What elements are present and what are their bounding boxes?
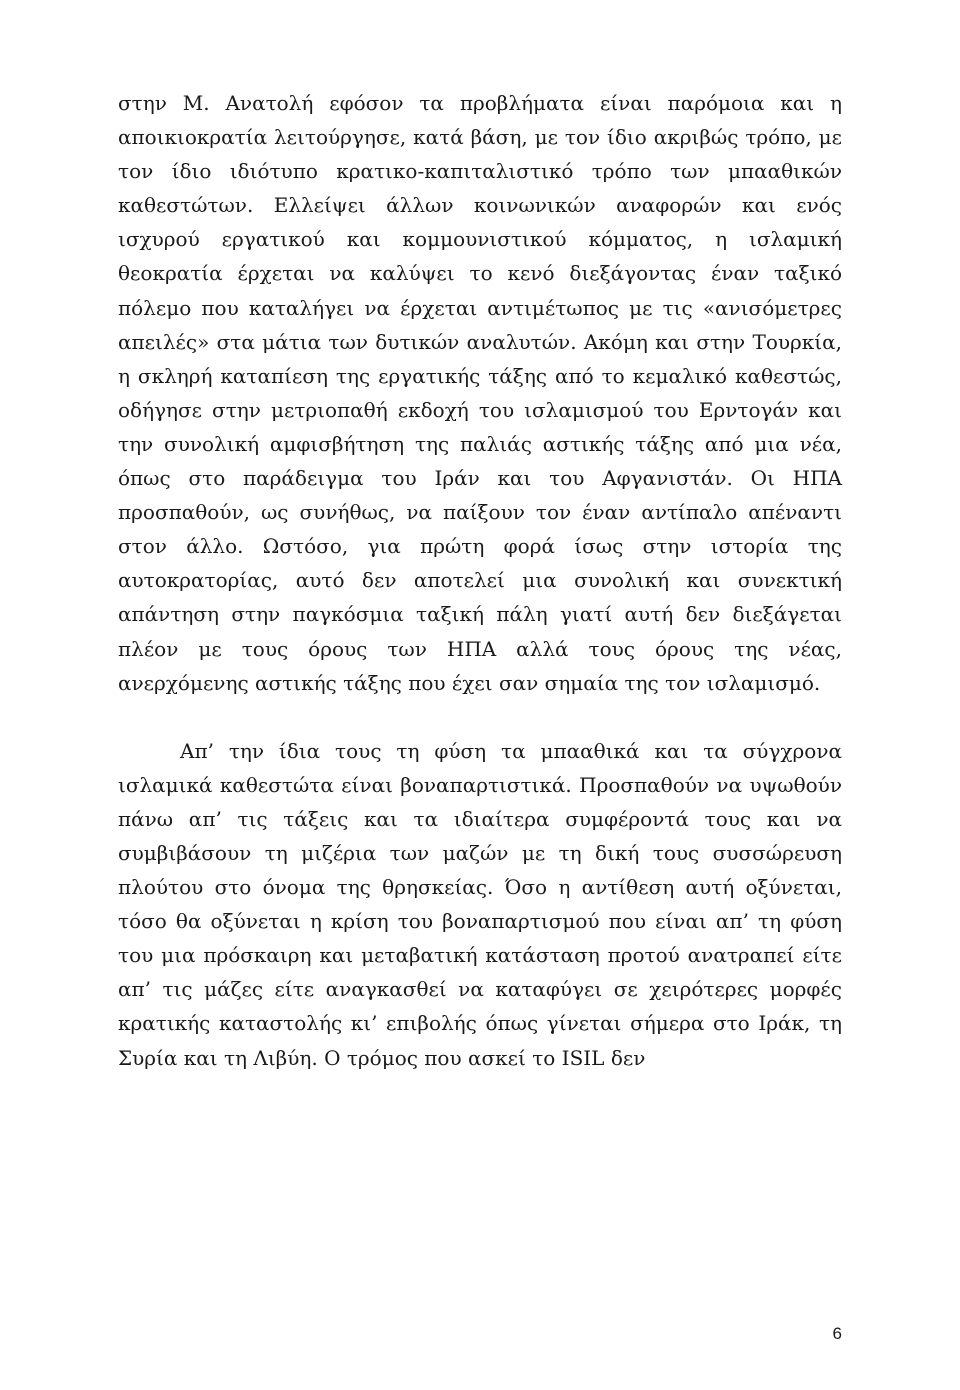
body-text <box>118 86 842 1075</box>
paragraph-1: στην Μ. Ανατολή εφόσον τα προβλήματα είναι παρόμοια και η αποικιοκρατία λειτούργησε, κατά βάση, με τον ίδιο ακριβώς τρόπο, με τον ίδιο ιδιότυπο κρατικο-καπιταλιστικό τρόπο των μπααθικών καθεστώτων. Ελλείψει άλλων κοινωνικών αναφορών και ενός ισχυρού εργατικού και κομμουνιστικού κόμματος, η ισλαμική θεοκρατία έρχεται να καλύψει το κενό διεξάγοντας έναν ταξικό πόλεμο που καταλήγει να έρχεται αντιμέτωπος με τις «ανισόμετρες απειλές» στα μάτια των δυτικών αναλυτών. Ακόμη και στην Τουρκία, η σκληρή καταπίεση της εργατικής τάξης από το κεμαλικό καθεστώς, οδήγησε στην μετριοπαθή εκδοχή του ισλαμισμού του Ερντογάν και την συνολική αμφισβήτηση της παλιάς αστικής τάξης από μια νέα, όπως στο παράδειγμα του Ιράν και του Αφγανιστάν. Οι ΗΠΑ προσπαθούν, ως συνήθως, να παίξουν τον έναν αντίπαλο απέναντι στον άλλο. Ωστόσο, για πρώτη φορά ίσως στην ιστορία της αυτοκρατορίας, αυτό δεν αποτελεί μια συνολική και συνεκτική απάντηση στην παγκόσμια ταξική πάλη γιατί αυτή δεν διεξάγεται πλέον με τους όρους των ΗΠΑ αλλά τους όρους της νέας, ανερχόμενης αστικής τάξης που έχει σαν σημαία της τον ισλαμισμό. <box>118 91 842 695</box>
page-number: 6 <box>832 1324 842 1343</box>
paragraph-2: Απ’ την ίδια τους τη φύση τα μπααθικά και τα σύγχρονα ισλαμικά καθεστώτα είναι βοναπαρτιστικά. Προσπαθούν να υψωθούν πάνω απ’ τις τάξεις και τα ιδιαίτερα συμφέροντά τους και να συμβιβάσουν τη μιζέρια των μαζών με τη δική τους συσσώρευση πλούτου στο όνομα της θρησκείας. Όσο η αντίθεση αυτή οξύνεται, τόσο θα οξύνεται η κρίση του βοναπαρτισμού που είναι απ’ τη φύση του μια πρόσκαιρη και μεταβατική κατάσταση προτού ανατραπεί είτε απ’ τις μάζες είτε αναγκασθεί να καταφύγει σε χειρότερες μορφές κρατικής καταστολής κι’ επιβολής όπως γίνεται σήμερα στο Ιράκ, τη Συρία και τη Λιβύη. Ο τρόμος που ασκεί το ISIL δεν <box>118 738 842 1070</box>
